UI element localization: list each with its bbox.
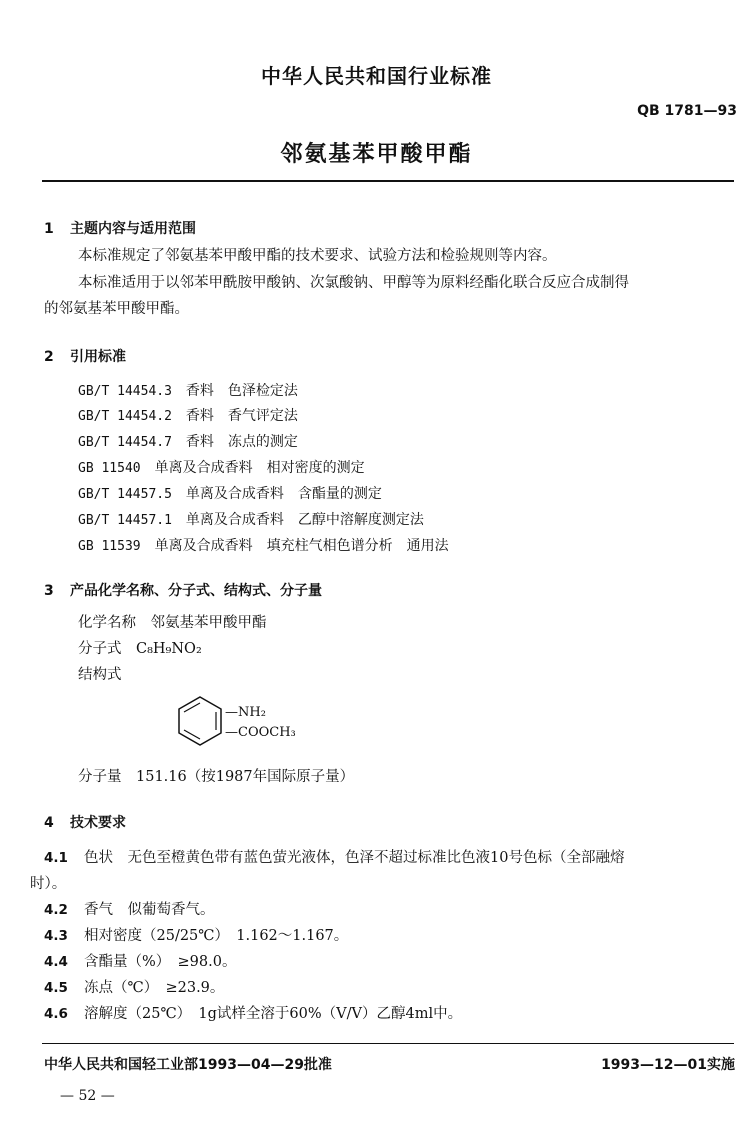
requirement-item: 4.1 色状 无色至橙黄色带有蓝色萤光液体，色泽不超过标准比色液10号色标（全部融熔: [44, 850, 625, 866]
section-2-number: 2: [44, 349, 54, 365]
reference-item: GB 11540 单离及合成香料 相对密度的测定: [78, 460, 365, 476]
reference-item: GB/T 14457.5 单离及合成香料 含酯量的测定: [78, 486, 382, 502]
header-divider: [42, 180, 734, 182]
structure-label: 结构式: [78, 667, 122, 683]
ester-group: —COOCH₃: [225, 725, 296, 740]
reference-item: GB/T 14454.3 香料 色泽检定法: [78, 383, 298, 399]
document-title: 邻氨基苯甲酸甲酯: [280, 142, 473, 167]
section-4-title: 技术要求: [70, 815, 126, 831]
approval-line: 中华人民共和国轻工业部1993—04—29批准: [44, 1057, 332, 1073]
requirement-item: 4.2 香气 似葡萄香气。: [44, 902, 215, 918]
requirement-item: 4.6 溶解度（25℃） 1g试样全溶于60%（V/V）乙醇4ml中。: [44, 1006, 463, 1022]
requirement-item: 4.4 含酯量（%） ≥98.0。: [44, 954, 237, 970]
section-2-heading: [44, 346, 126, 366]
requirement-item: 4.3 相对密度（25/25℃） 1.162～1.167。: [44, 928, 349, 944]
section-1-title: 主题内容与适用范围: [70, 221, 196, 237]
molecular-weight-line: 分子量 151.16（按1987年国际原子量）: [78, 769, 355, 785]
standard-code: QB 1781—93: [637, 103, 737, 119]
section-2-title: 引用标准: [70, 349, 126, 365]
requirement-item-cont: 时）。: [30, 876, 67, 892]
molecular-formula-line: 分子式 C₈H₉NO₂: [78, 641, 202, 657]
section-1-paragraph-2-cont: 的邻氨基苯甲酸甲酯。: [44, 301, 189, 317]
amino-group: —NH₂: [225, 705, 266, 720]
section-4-number: 4: [44, 815, 54, 831]
reference-item: GB/T 14457.1 单离及合成香料 乙醇中溶解度测定法: [78, 512, 424, 528]
section-3-title: 产品化学名称、分子式、结构式、分子量: [70, 583, 322, 599]
section-4-heading: [44, 812, 126, 832]
reference-item: GB 11539 单离及合成香料 填充柱气相色谱分析 通用法: [78, 538, 449, 554]
reference-item: GB/T 14454.2 香料 香气评定法: [78, 408, 298, 424]
page-number: — 52 —: [60, 1088, 115, 1104]
standard-category-title: 中华人民共和国行业标准: [261, 64, 492, 88]
section-3-number: 3: [44, 583, 54, 599]
chemical-name-line: 化学名称 邻氨基苯甲酸甲酯: [78, 615, 267, 631]
footer-divider: [42, 1043, 734, 1044]
structural-formula: [175, 695, 325, 759]
section-1-paragraph-2: 本标准适用于以邻苯甲酰胺甲酸钠、次氯酸钠、甲醇等为原料经酯化联合反应合成制得: [78, 275, 629, 291]
section-1-heading: [44, 218, 196, 238]
reference-item: GB/T 14454.7 香料 冻点的测定: [78, 434, 298, 450]
section-1-number: 1: [44, 221, 54, 237]
section-1-paragraph-1: 本标准规定了邻氨基苯甲酸甲酯的技术要求、试验方法和检验规则等内容。: [78, 248, 557, 264]
effective-date: 1993—12—01实施: [601, 1057, 735, 1073]
requirement-item: 4.5 冻点（℃） ≥23.9。: [44, 980, 225, 996]
section-3-heading: [44, 580, 322, 600]
